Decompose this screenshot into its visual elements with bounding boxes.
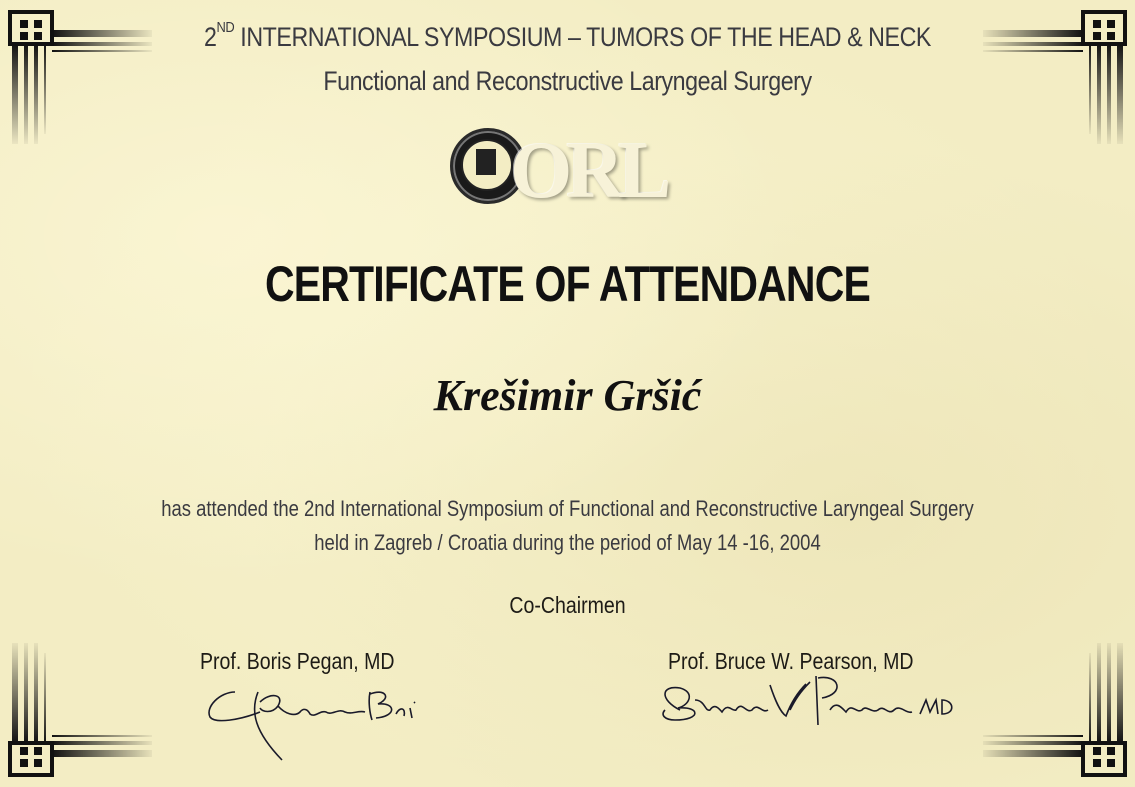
certificate-title: CERTIFICATE OF ATTENDANCE	[264, 256, 871, 312]
symposium-title	[79, 19, 1055, 53]
attendance-statement	[91, 492, 1044, 560]
symposium-ordinal-suffix: ND	[216, 19, 235, 36]
chair-1-name: Prof. Boris Pegan, MD	[200, 648, 395, 674]
co-chairmen-heading: Co-Chairmen	[509, 592, 626, 618]
chair-2-name: Prof. Bruce W. Pearson, MD	[668, 648, 914, 674]
corner-ornament-bottom-left	[0, 637, 160, 787]
tower-icon	[476, 149, 496, 175]
corner-ornament-bottom-right	[975, 637, 1135, 787]
signature-bruce-pearson	[650, 670, 970, 740]
recipient-name: Krešimir Gršić	[433, 371, 702, 420]
symposium-ordinal: 2	[204, 22, 217, 52]
attendance-line-1: has attended the 2nd International Symposium of Functional and Reconstructive Laryngeal Surgery	[161, 496, 974, 521]
symposium-subtitle: Functional and Reconstructive Laryngeal Surgery	[323, 66, 812, 96]
orl-logo	[450, 118, 690, 213]
orl-lettering: ORL	[510, 127, 666, 215]
attendance-line-2: held in Zagreb / Croatia during the period of May 14 -16, 2004	[314, 530, 821, 555]
signature-boris-pegan	[200, 672, 440, 772]
symposium-title-text: INTERNATIONAL SYMPOSIUM – TUMORS OF THE HEAD & NECK	[234, 22, 931, 52]
